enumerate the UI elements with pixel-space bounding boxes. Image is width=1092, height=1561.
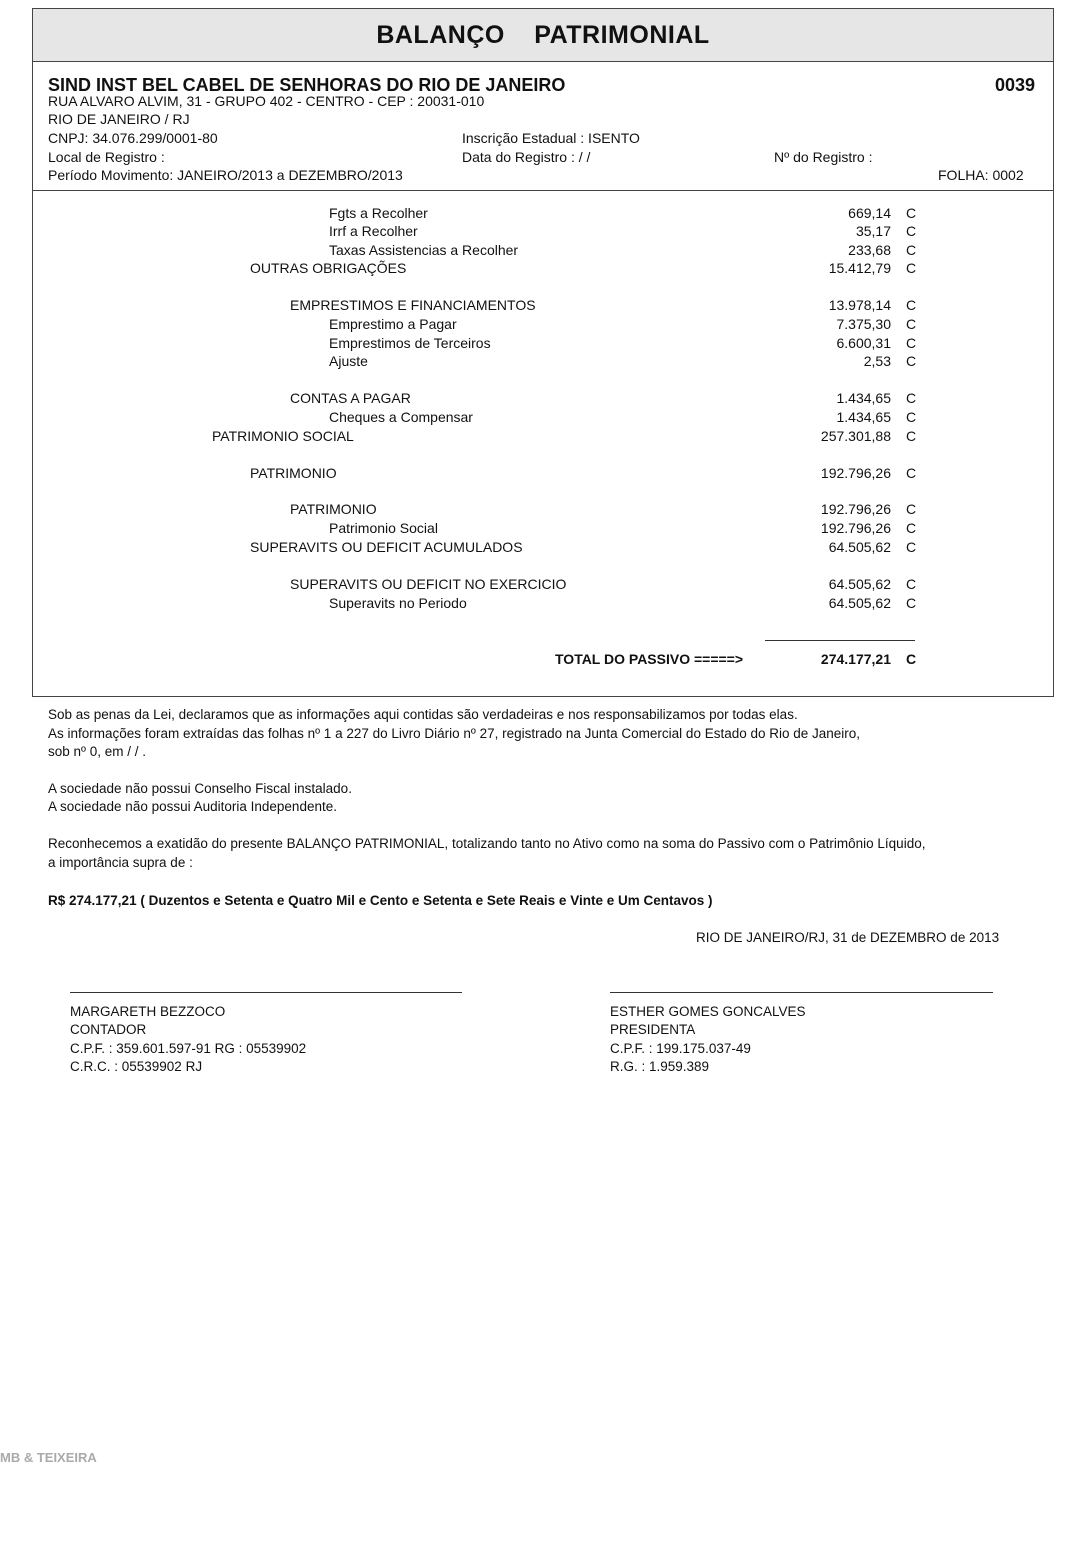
account-value: 192.796,26 — [820, 465, 891, 481]
account-value: 1.434,65 — [836, 390, 891, 406]
account-label: EMPRESTIMOS E FINANCIAMENTOS — [290, 297, 536, 313]
account-label: Patrimonio Social — [329, 520, 438, 536]
account-label: PATRIMONIO — [290, 501, 377, 517]
account-flag: C — [906, 576, 917, 592]
total-label: TOTAL DO PASSIVO =====> — [555, 651, 744, 667]
signer-name: MARGARETH BEZZOCO — [70, 1004, 226, 1019]
signer-cpf: C.P.F. : 199.175.037-49 — [610, 1041, 751, 1056]
total-flag: C — [906, 651, 917, 667]
account-label: Superavits no Periodo — [329, 595, 467, 611]
account-value: 7.375,30 — [836, 316, 891, 332]
account-flag: C — [906, 428, 917, 444]
account-label: PATRIMONIO — [250, 465, 337, 481]
declaration-line-2: As informações foram extraídas das folhas nº 1 a 227 do Livro Diário nº 27, registrado na Junta Comercial do Estado do Rio de Janeiro, — [48, 726, 861, 741]
signer-rg: R.G. : 1.959.389 — [610, 1059, 710, 1074]
recognition-line-2: a importância supra de : — [48, 855, 193, 870]
audit-note: A sociedade não possui Auditoria Independente. — [48, 799, 337, 814]
fiscal-council-note: A sociedade não possui Conselho Fiscal instalado. — [48, 781, 352, 796]
signer-role: PRESIDENTA — [610, 1022, 696, 1037]
account-value: 64.505,62 — [828, 539, 891, 555]
account-flag: C — [906, 353, 917, 369]
account-label: CONTAS A PAGAR — [290, 390, 411, 406]
account-label: Emprestimo a Pagar — [329, 316, 457, 332]
account-label: Taxas Assistencias a Recolher — [329, 242, 519, 258]
company-name: SIND INST BEL CABEL DE SENHORAS DO RIO DE JANEIRO — [48, 75, 566, 95]
signature-line — [610, 992, 993, 993]
data-registro: Data do Registro : / / — [462, 149, 591, 165]
account-value: 35,17 — [855, 223, 891, 239]
account-label: Emprestimos de Terceiros — [329, 335, 491, 351]
account-flag: C — [906, 390, 917, 406]
account-flag: C — [906, 205, 917, 221]
account-value: 1.434,65 — [836, 409, 891, 425]
account-label: Cheques a Compensar — [329, 409, 473, 425]
account-label: Irrf a Recolher — [329, 223, 418, 239]
place-date: RIO DE JANEIRO/RJ, 31 de DEZEMBRO de 2013 — [696, 930, 1000, 945]
account-label: SUPERAVITS OU DEFICIT ACUMULADOS — [250, 539, 523, 555]
recognition-line-1: Reconhecemos a exatidão do presente BALANÇO PATRIMONIAL, totalizando tanto no Ativo como na soma do Passivo com o Patrimônio Líquido, — [48, 836, 926, 851]
signer-crc: C.R.C. : 05539902 RJ — [70, 1059, 203, 1074]
account-label: OUTRAS OBRIGAÇÕES — [250, 260, 407, 276]
signer-role: CONTADOR — [70, 1022, 147, 1037]
account-value: 64.505,62 — [828, 595, 891, 611]
numero-registro: Nº do Registro : — [774, 149, 873, 165]
document-title-bar — [32, 8, 1054, 62]
account-value: 192.796,26 — [820, 520, 891, 536]
account-flag: C — [906, 501, 917, 517]
signature-line — [70, 992, 462, 993]
folha-number: FOLHA: 0002 — [938, 167, 1024, 183]
company-code: 0039 — [995, 75, 1036, 95]
total-rule — [765, 640, 915, 641]
account-value: 64.505,62 — [828, 576, 891, 592]
balance-table — [32, 190, 1054, 697]
account-value: 257.301,88 — [820, 428, 891, 444]
account-flag: C — [906, 465, 917, 481]
company-address: RUA ALVARO ALVIM, 31 - GRUPO 402 - CENTRO - CEP : 20031-010 — [48, 93, 485, 109]
account-value: 192.796,26 — [820, 501, 891, 517]
account-label: Fgts a Recolher — [329, 205, 428, 221]
account-flag: C — [906, 316, 917, 332]
amount-in-words: R$ 274.177,21 ( Duzentos e Setenta e Quatro Mil e Cento e Setenta e Sete Reais e Vinte e Um Centavos ) — [48, 893, 713, 908]
account-flag: C — [906, 260, 917, 276]
inscricao-estadual: Inscrição Estadual : ISENTO — [462, 130, 640, 146]
account-label: Ajuste — [329, 353, 368, 369]
signer-name: ESTHER GOMES GONCALVES — [610, 1004, 806, 1019]
total-value: 274.177,21 — [820, 651, 891, 667]
account-flag: C — [906, 297, 917, 313]
account-flag: C — [906, 242, 917, 258]
periodo-movimento: Período Movimento: JANEIRO/2013 a DEZEMBRO/2013 — [48, 167, 403, 183]
account-flag: C — [906, 595, 917, 611]
account-flag: C — [906, 520, 917, 536]
account-value: 2,53 — [863, 353, 891, 369]
document-title: BALANÇO PATRIMONIAL — [376, 20, 710, 49]
account-value: 233,68 — [848, 242, 891, 258]
account-value: 6.600,31 — [836, 335, 891, 351]
declaration-line-1: Sob as penas da Lei, declaramos que as informações aqui contidas são verdadeiras e nos responsabilizamos por todas elas. — [48, 707, 798, 722]
declaration-line-3: sob nº 0, em / / . — [48, 744, 146, 759]
watermark-label: MB & TEIXEIRA — [0, 1450, 97, 1465]
signer-cpf: C.P.F. : 359.601.597-91 RG : 05539902 — [70, 1041, 307, 1056]
account-value: 15.412,79 — [828, 260, 891, 276]
company-cnpj: CNPJ: 34.076.299/0001-80 — [48, 130, 218, 146]
account-flag: C — [906, 223, 917, 239]
local-registro: Local de Registro : — [48, 149, 165, 165]
account-value: 669,14 — [848, 205, 891, 221]
account-flag: C — [906, 335, 917, 351]
account-label: SUPERAVITS OU DEFICIT NO EXERCICIO — [290, 576, 567, 592]
account-flag: C — [906, 409, 917, 425]
company-city: RIO DE JANEIRO / RJ — [48, 111, 190, 127]
account-label: PATRIMONIO SOCIAL — [212, 428, 354, 444]
account-flag: C — [906, 539, 917, 555]
account-value: 13.978,14 — [828, 297, 891, 313]
